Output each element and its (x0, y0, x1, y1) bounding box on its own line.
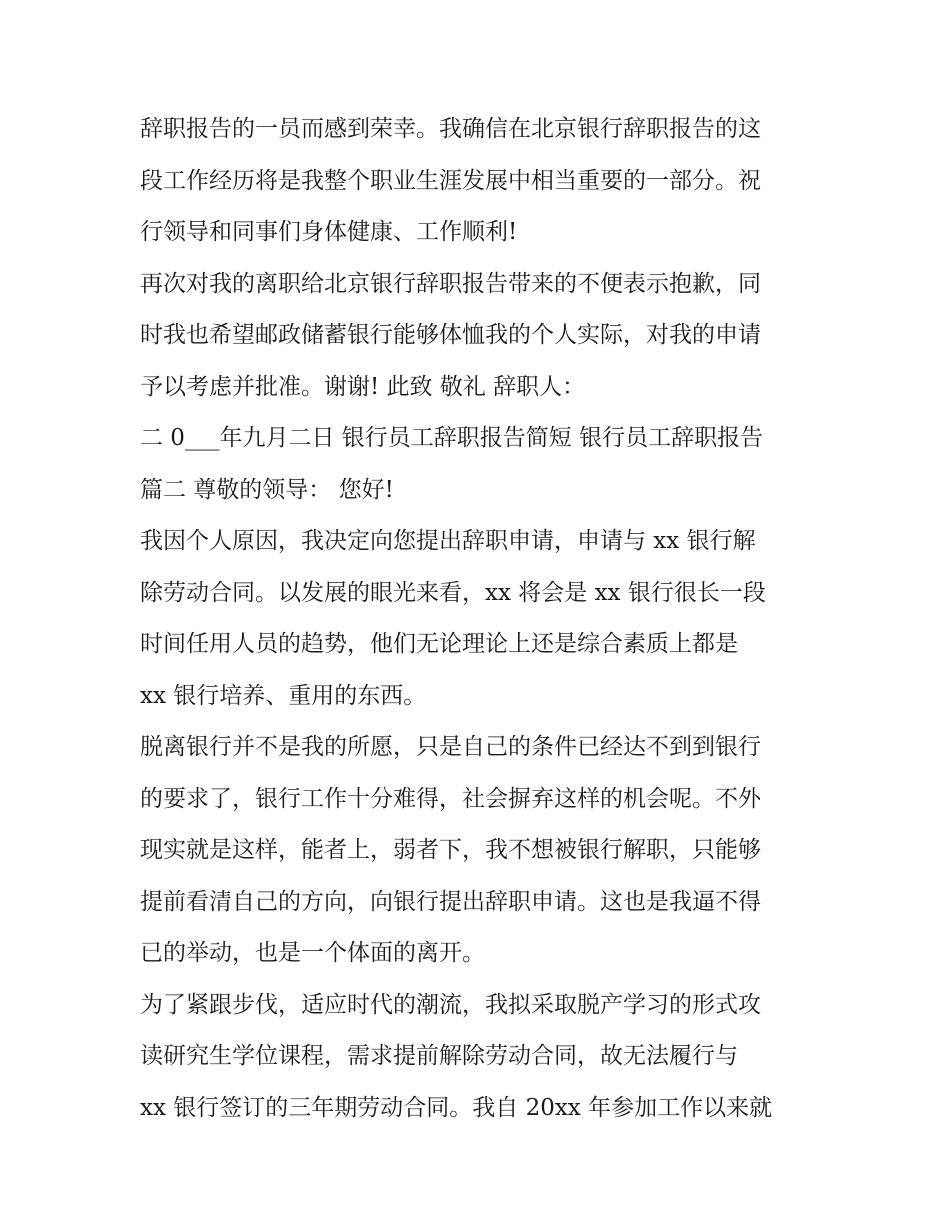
document-body (140, 104, 820, 1134)
text-line: 读研究生学位课程，需求提前解除劳动合同，故无法履行与 (140, 1043, 738, 1069)
text-line: 再次对我的离职给北京银行辞职报告带来的不便表示抱歉，同 (140, 270, 761, 297)
text-line: 二 0___年九月二日 银行员工辞职报告简短 银行员工辞职报告 (140, 425, 764, 451)
text-line: 的要求了，银行工作十分难得，社会摒弃这样的机会呢。不外 (140, 785, 761, 812)
text-line: 为了紧跟步伐，适应时代的潮流，我拟采取脱产学习的形式攻 (140, 991, 761, 1018)
text-line: xx 银行培养、重用的东西。 (140, 682, 427, 709)
text-line: xx 银行签订的三年期劳动合同。我自 20xx 年参加工作以来就 (140, 1094, 773, 1121)
text-line: 时我也希望邮政储蓄银行能够体恤我的个人实际，对我的申请 (140, 322, 761, 348)
text-line: 时间任用人员的趋势，他们无论理论上还是综合素质上都是 (140, 631, 738, 657)
text-line: 已的举动，也是一个体面的离开。 (140, 940, 485, 966)
text-line: 提前看清自己的方向，向银行提出辞职申请。这也是我逼不得 (140, 888, 761, 915)
text-line: 段工作经历将是我整个职业生涯发展中相当重要的一部分。祝 (140, 167, 761, 194)
text-line: 行领导和同事们身体健康、工作顺利! (140, 219, 518, 245)
text-line: 予以考虑并批准。谢谢! 此致 敬礼 辞职人： (140, 373, 586, 400)
text-line: 辞职报告的一员而感到荣幸。我确信在北京银行辞职报告的这 (140, 116, 761, 142)
text-line: 篇二 尊敬的领导： 您好! (140, 476, 394, 503)
text-line: 我因个人原因，我决定向您提出辞职申请，申请与 xx 银行解 (140, 528, 756, 554)
text-line: 现实就是这样，能者上，弱者下，我不想被银行解职，只能够 (140, 837, 761, 863)
text-line: 脱离银行并不是我的所愿，只是自己的条件已经达不到到银行 (140, 734, 761, 760)
text-line: 除劳动合同。以发展的眼光来看，xx 将会是 xx 银行很长一段 (140, 579, 766, 606)
